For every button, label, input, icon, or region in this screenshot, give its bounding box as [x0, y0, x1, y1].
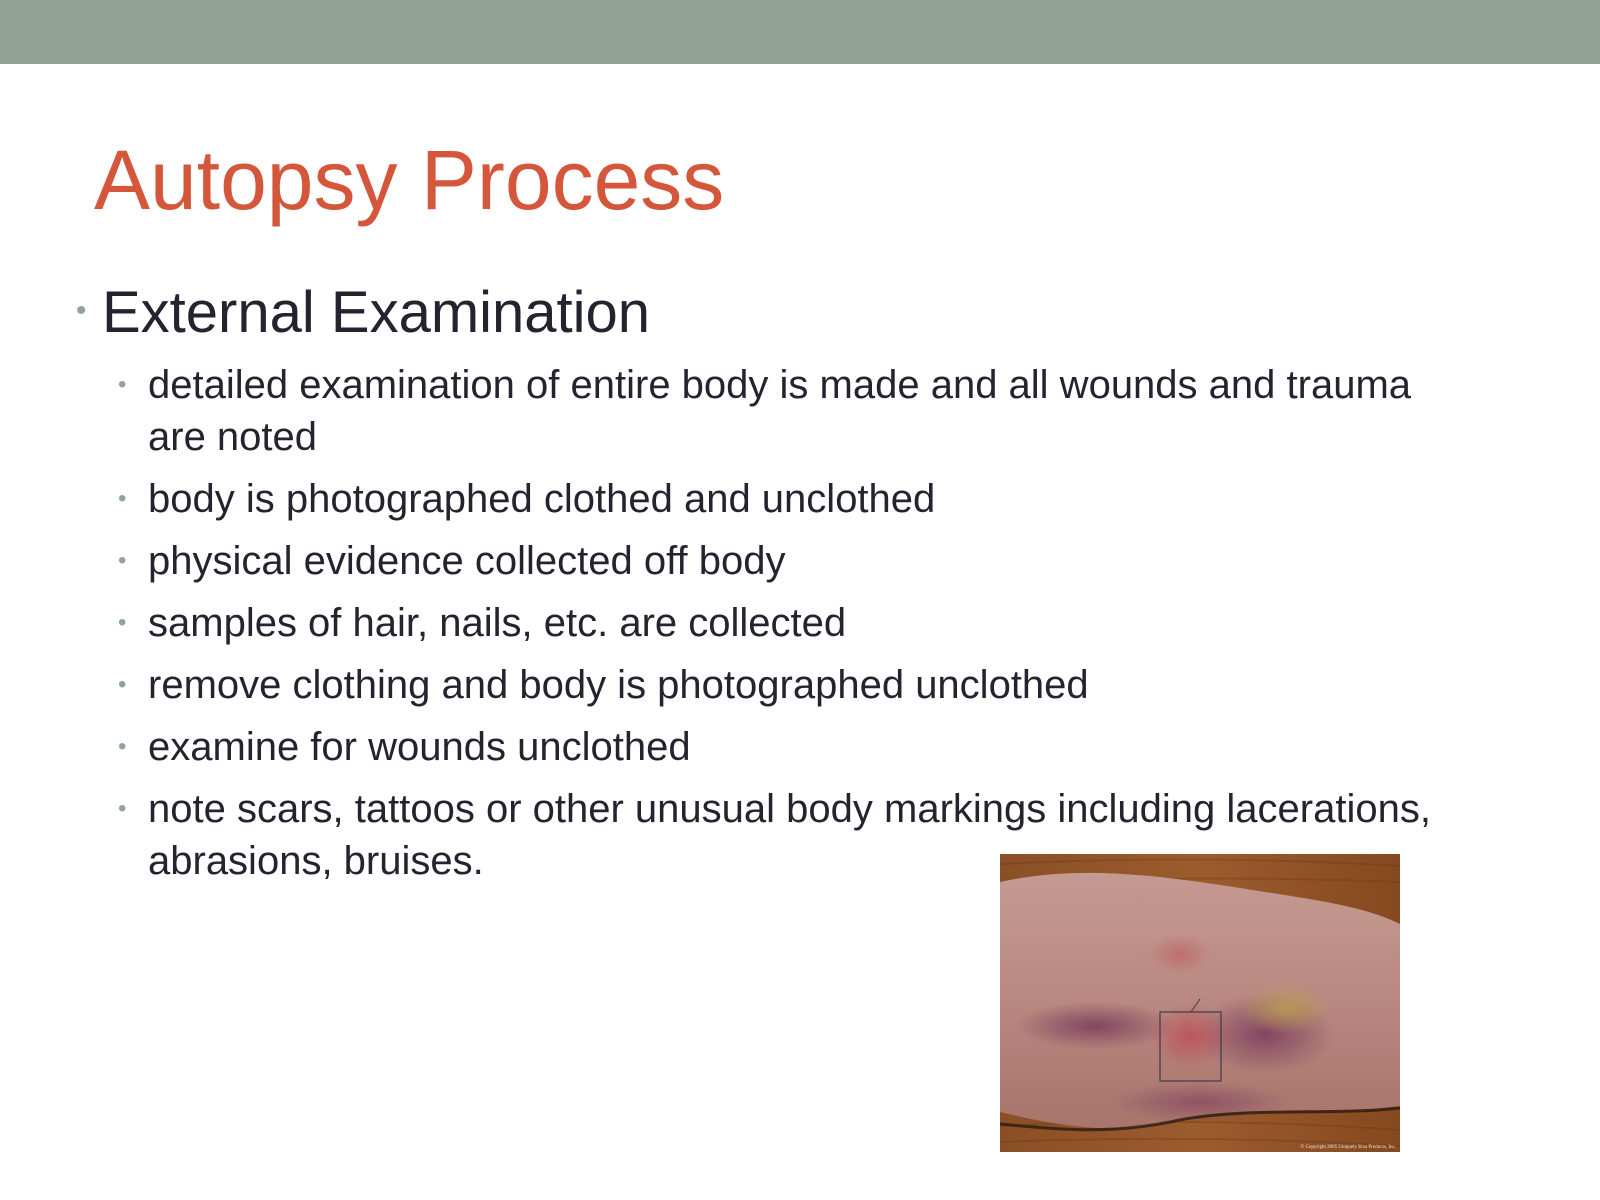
bruise-red [1150, 934, 1210, 974]
list-item-text: remove clothing and body is photographed unclothed [148, 663, 1089, 707]
bullet-marker: • [76, 293, 87, 327]
bullet-marker: • [118, 733, 127, 760]
bullet-marker: • [118, 609, 127, 636]
main-bullet [76, 278, 650, 352]
main-bullet-text: External Examination [102, 280, 651, 345]
bruise-yellow [1240, 984, 1330, 1034]
bullet-marker: • [118, 371, 127, 398]
slide-title: Autopsy Process [94, 133, 725, 227]
bruise-photo [1000, 854, 1400, 1152]
bullet-marker: • [118, 671, 127, 698]
list-item [118, 597, 1448, 649]
list-item [118, 721, 1448, 773]
list-item-text: physical evidence collected off body [148, 539, 786, 583]
top-band [0, 0, 1600, 64]
list-item-text: examine for wounds unclothed [148, 725, 691, 769]
photo-copyright: © Copyright 2005 Uniquely Ersa Products, Inc. [1300, 1145, 1396, 1150]
bruise-red [1150, 1004, 1230, 1068]
bullet-marker: • [118, 485, 127, 512]
list-item [118, 473, 1448, 525]
bullet-marker: • [118, 795, 127, 822]
list-item [118, 659, 1448, 711]
list-item [118, 535, 1448, 587]
list-item [118, 359, 1448, 463]
bullet-marker: • [118, 547, 127, 574]
list-item-text: detailed examination of entire body is made and all wounds and trauma are noted [148, 363, 1412, 459]
list-item-text: note scars, tattoos or other unusual body markings including lacerations, abrasions, bruises. [148, 787, 1431, 883]
list-item-text: body is photographed clothed and unclothed [148, 477, 936, 521]
list-item-text: samples of hair, nails, etc. are collected [148, 601, 847, 645]
sub-bullet-list [118, 359, 1448, 897]
